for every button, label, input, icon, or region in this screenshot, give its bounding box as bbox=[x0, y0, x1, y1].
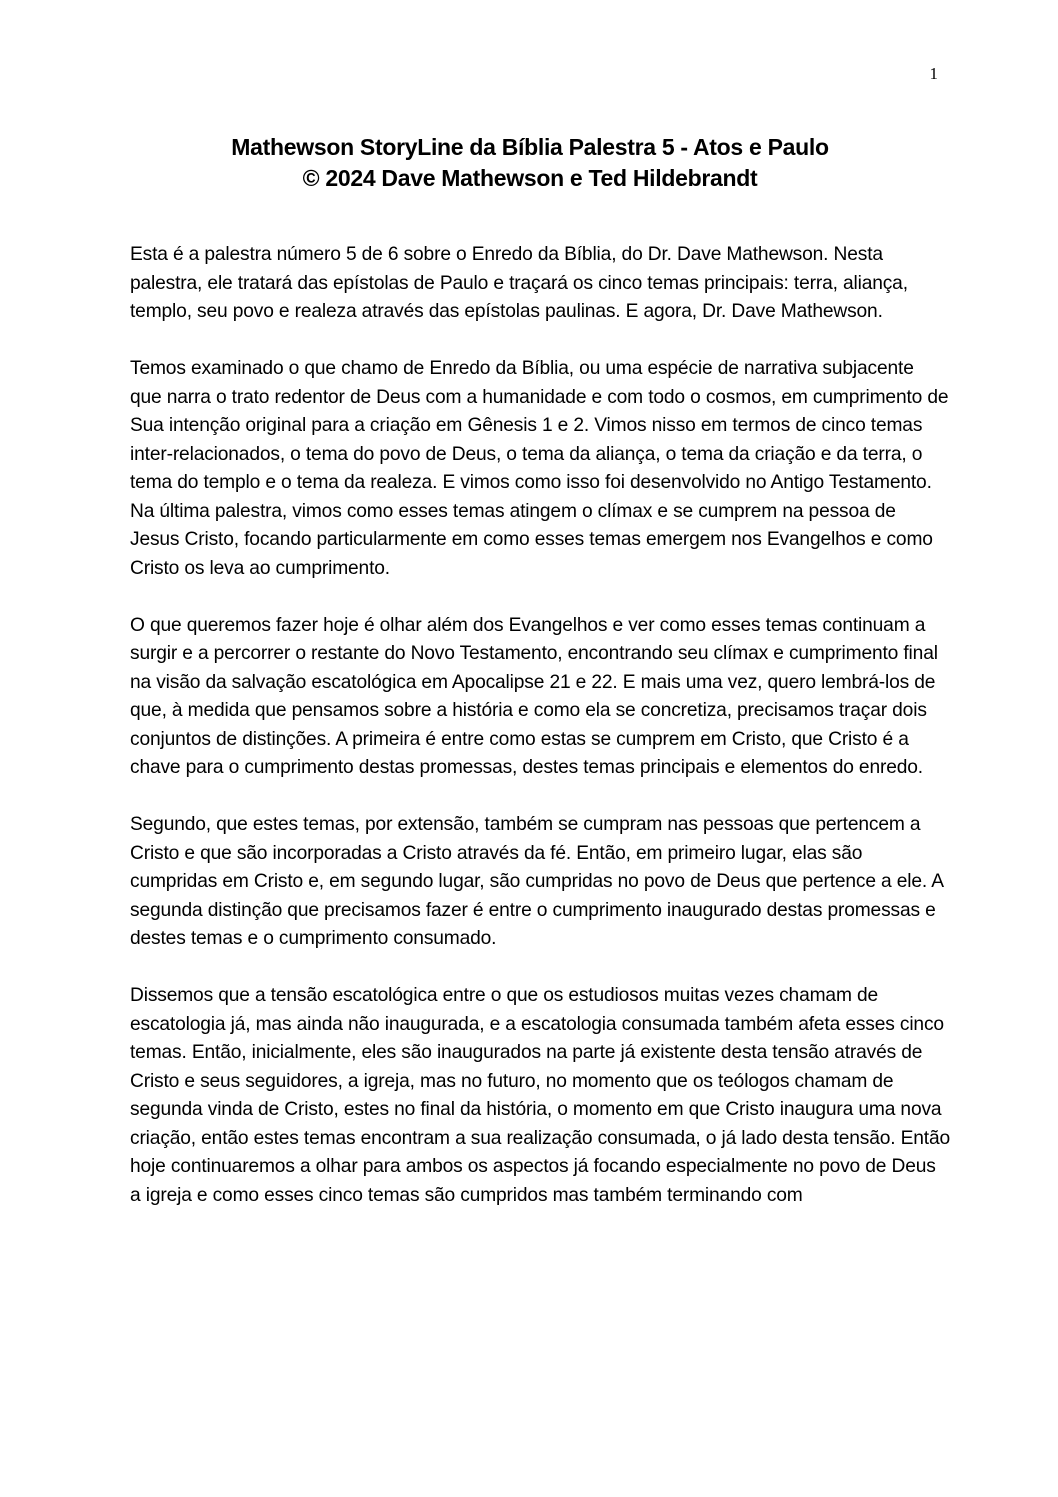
paragraph-4: Segundo, que estes temas, por extensão, também se cumpram nas pessoas que pertencem a Cristo e que são incorporadas a Cristo através da fé. Então, em primeiro lugar, elas são cumpridas em Cristo e, em segundo lugar, são cumpridas no povo de Deus que pertence a ele. A segunda distinção que precisamos fazer é entre o cumprimento inaugurado destas promessas e destes temas e o cumprimento consumado. bbox=[130, 814, 943, 949]
document-body bbox=[130, 241, 950, 1239]
paragraph-1: Esta é a palestra número 5 de 6 sobre o Enredo da Bíblia, do Dr. Dave Mathewson. Nesta palestra, ele tratará das epístolas de Paulo e traçará os cinco temas principais: terra, aliança, templo, seu povo e realeza através das epístolas paulinas. E agora, Dr. Dave Mathewson. bbox=[130, 244, 908, 322]
paragraph-3: O que queremos fazer hoje é olhar além dos Evangelhos e ver como esses temas continuam a surgir e a percorrer o restante do Novo Testamento, encontrando seu clímax e cumprimento final na visão da salvação escatológica em Apocalipse 21 e 22. E mais uma vez, quero lembrá-los de que, à medida que pensamos sobre a história e como ela se concretiza, precisamos traçar dois conjuntos de distinções. A primeira é entre como estas se cumprem em Cristo, que Cristo é a chave para o cumprimento destas promessas, destes temas principais e elementos do enredo. bbox=[130, 614, 938, 778]
paragraph-5: Dissemos que a tensão escatológica entre o que os estudiosos muitas vezes chamam de escatologia já, mas ainda não inaugurada, e a escatologia consumada também afeta esses cinco temas. Então, inicialmente, eles são inaugurados na parte já existente desta tensão através de Cristo e seus seguidores, a igreja, mas no futuro, no momento que os teólogos chamam de segunda vinda de Cristo, estes no final da história, o momento em que Cristo inaugura uma nova criação, então estes temas encontram a sua realização consumada, o já lado desta tensão. Então hoje continuaremos a olhar para ambos os aspectos já focando especialmente no povo de Deus a igreja e como esses cinco temas são cumpridos mas também terminando com bbox=[130, 985, 950, 1206]
paragraph-2: Temos examinado o que chamo de Enredo da Bíblia, ou uma espécie de narrativa subjacente que narra o trato redentor de Deus com a humanidade e com todo o cosmos, em cumprimento de Sua intenção original para a criação em Gênesis 1 e 2. Vimos nisso em termos de cinco temas inter-relacionados, o tema do povo de Deus, o tema da aliança, o tema da criação e da terra, o tema do templo e o tema da realeza. E vimos como isso foi desenvolvido no Antigo Testamento. Na última palestra, vimos como esses temas atingem o clímax e se cumprem na pessoa de Jesus Cristo, focando particularmente em como esses temas emergem nos Evangelhos e como Cristo os leva ao cumprimento. bbox=[130, 358, 949, 579]
page-number: 1 bbox=[929, 64, 938, 83]
title-line-1: Mathewson StoryLine da Bíblia Palestra 5 - Atos e Paulo bbox=[231, 134, 829, 160]
title-line-2: © 2024 Dave Mathewson e Ted Hildebrandt bbox=[302, 165, 758, 191]
document-title bbox=[130, 132, 930, 194]
